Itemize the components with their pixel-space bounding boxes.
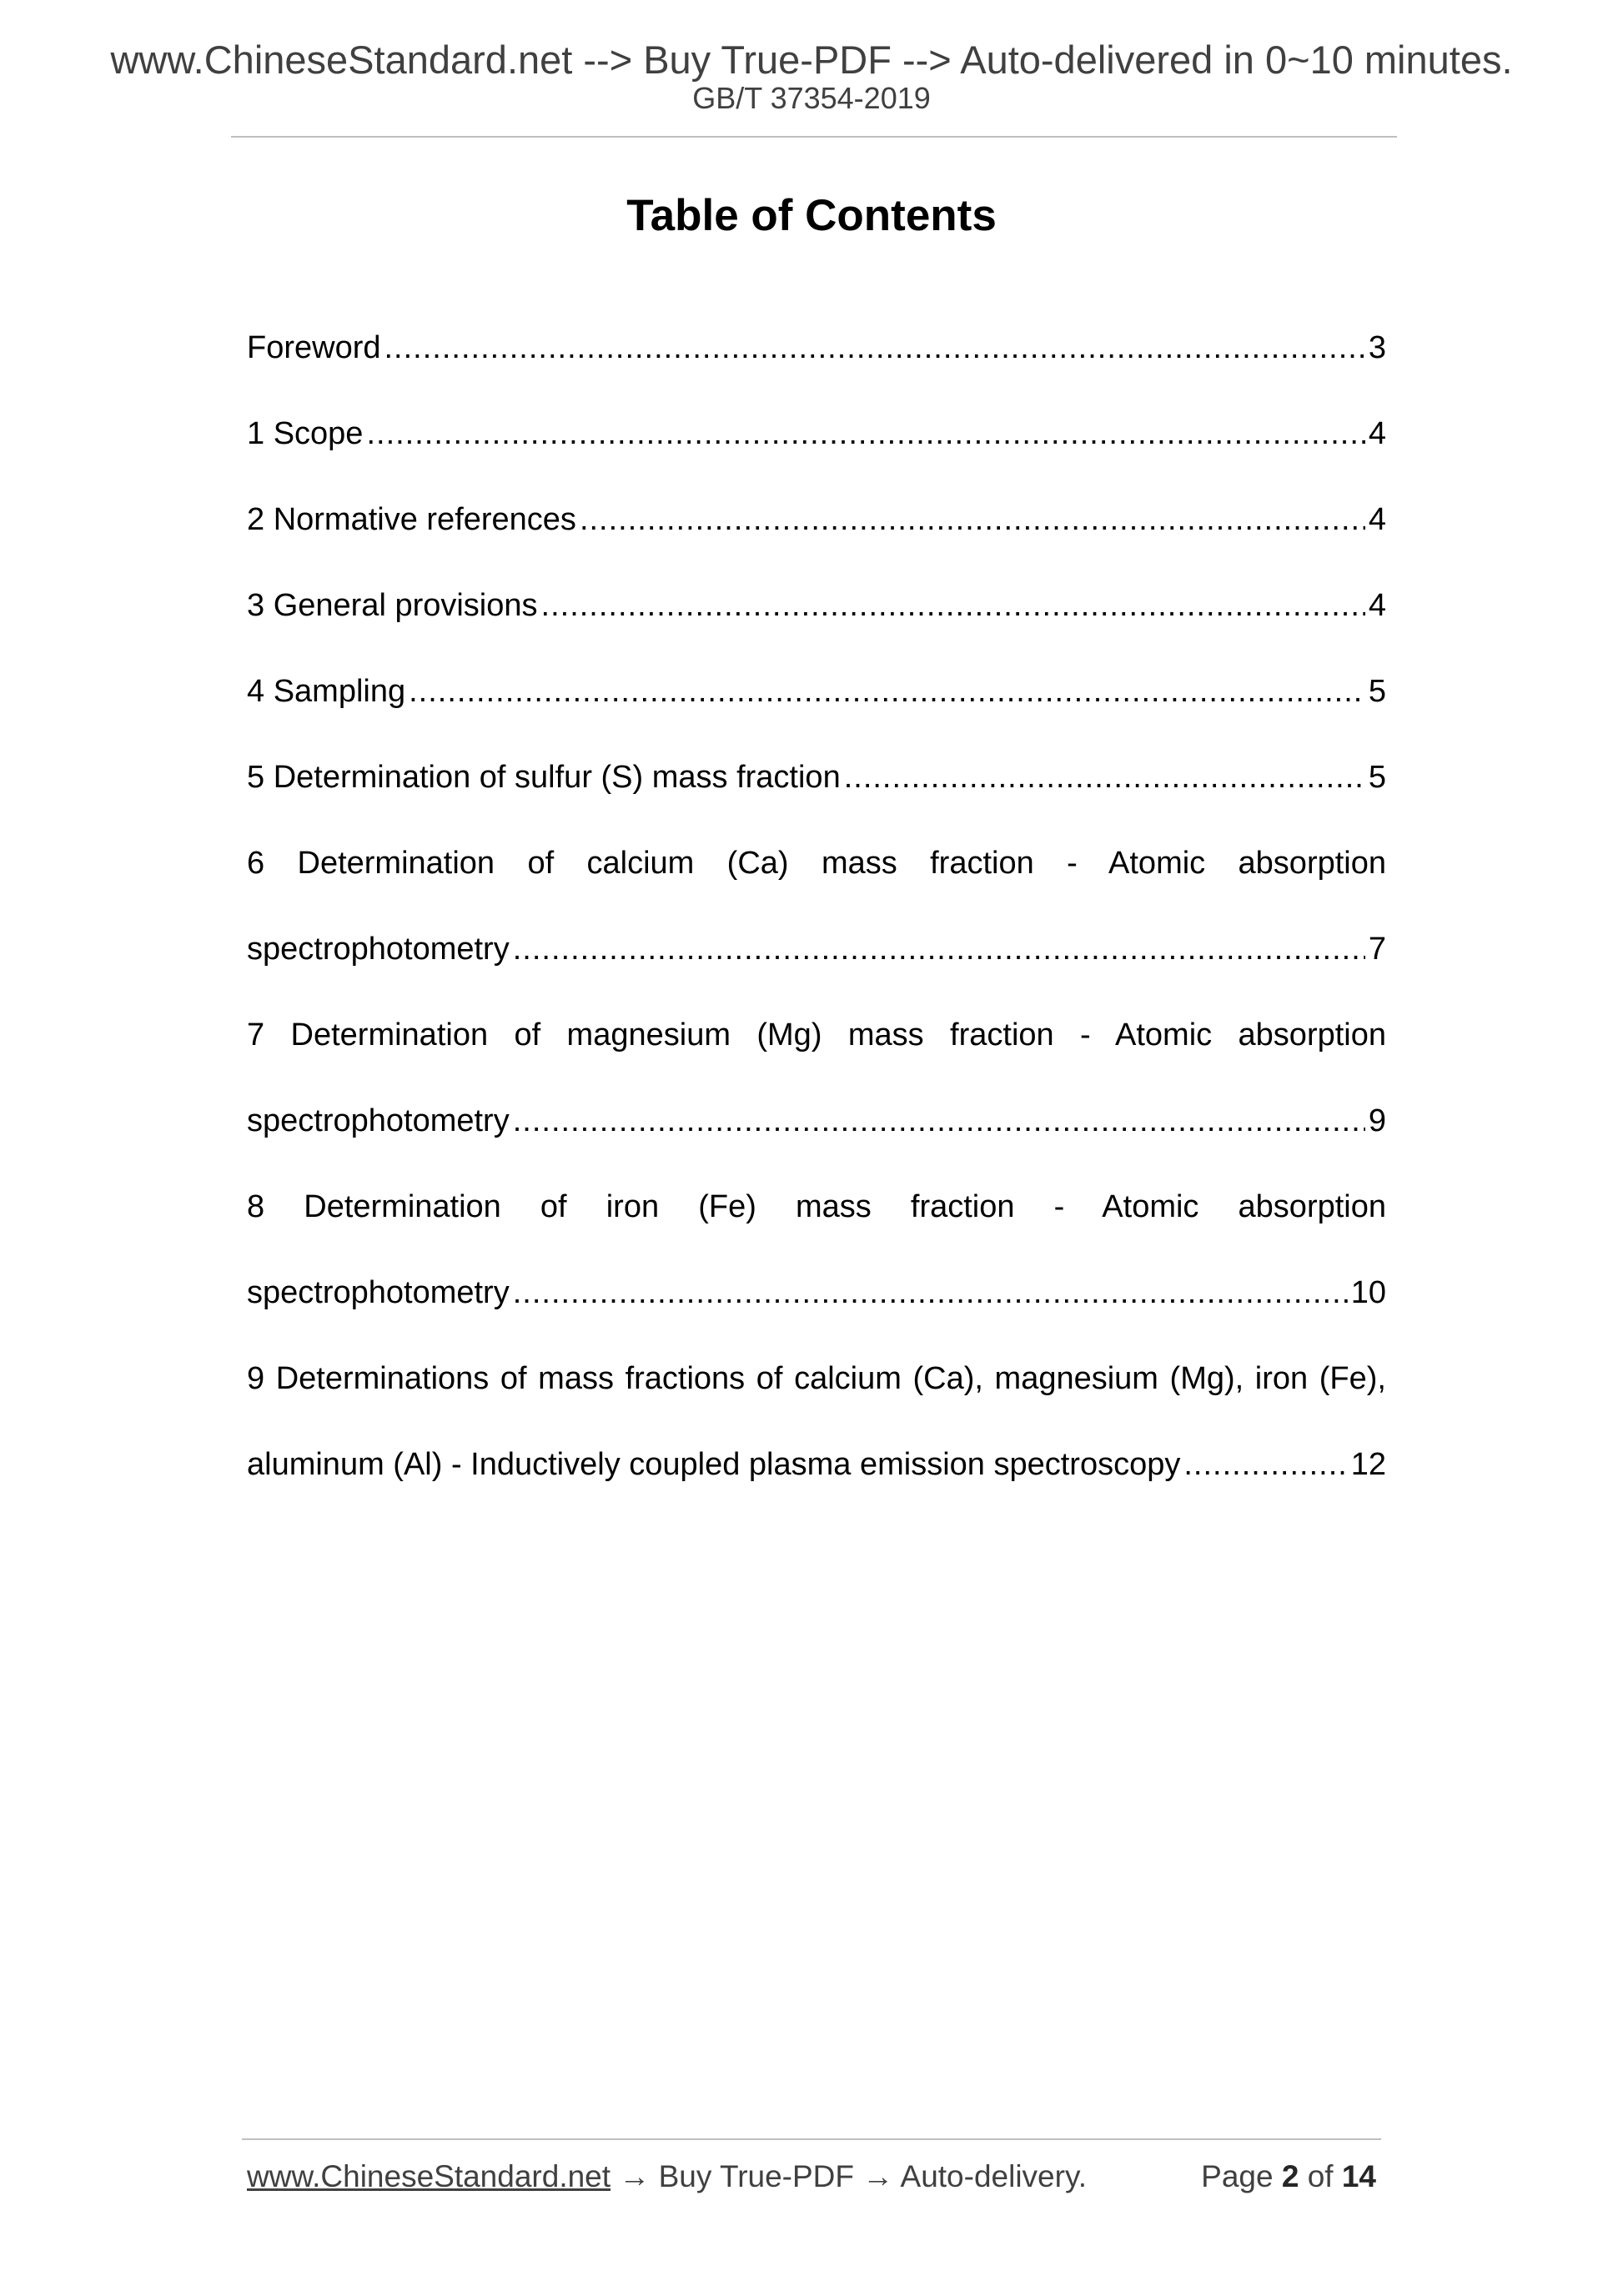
dot-leader (384, 320, 1365, 375)
dot-leader (513, 1093, 1365, 1148)
toc-page-number: 5 (1368, 760, 1386, 795)
toc-page-number: 4 (1368, 588, 1386, 623)
toc-page-number: 12 (1350, 1447, 1386, 1482)
dot-leader (580, 492, 1365, 547)
toc-entry-title: Foreword (247, 330, 381, 365)
dot-leader (513, 922, 1365, 977)
toc-page-number: 5 (1368, 674, 1386, 709)
toc-entry-calcium-line1[interactable]: 6 Determination of calcium (Ca) mass fraction - Atomic absorption (247, 846, 1386, 881)
current-page-number: 2 (1281, 2159, 1299, 2193)
toc-entry-title: spectrophotometry (247, 1275, 510, 1310)
toc-entry-general-provisions[interactable] (247, 578, 1386, 664)
page-of-label: of (1307, 2159, 1334, 2193)
toc-entry-magnesium[interactable] (247, 1093, 1386, 1179)
toc-entry-sulfur[interactable] (247, 750, 1386, 836)
footer-promo-text: → Buy True-PDF → Auto-delivery. (611, 2159, 1087, 2193)
toc-page-number: 7 (1368, 932, 1386, 967)
footer-divider (242, 2138, 1381, 2140)
toc-page-number: 4 (1368, 416, 1386, 451)
page-indicator (1201, 2161, 1376, 2192)
dot-leader (1183, 1437, 1347, 1492)
toc-entry-title: spectrophotometry (247, 932, 510, 967)
toc-entry-sampling[interactable] (247, 664, 1386, 750)
toc-entry-title: aluminum (Al) - Inductively coupled plasma emission spectroscopy (247, 1447, 1181, 1482)
dot-leader (844, 750, 1365, 805)
toc-entry-title: 4 Sampling (247, 674, 406, 709)
toc-page-number: 9 (1368, 1103, 1386, 1138)
toc-entry-title: 1 Scope (247, 416, 364, 451)
page-label: Page (1201, 2159, 1274, 2193)
standard-code: GB/T 37354-2019 (692, 81, 931, 115)
header-divider (231, 136, 1397, 138)
toc-entry-icp-line1[interactable]: 9 Determinations of mass fractions of calcium (Ca), magnesium (Mg), iron (Fe), (247, 1361, 1386, 1396)
toc-entry-iron-line1[interactable]: 8 Determination of iron (Fe) mass fraction - Atomic absorption (247, 1189, 1386, 1224)
dot-leader (366, 406, 1364, 461)
toc-entry-icp[interactable] (247, 1437, 1386, 1523)
toc-entry-title: 5 Determination of sulfur (S) mass fraction (247, 760, 841, 795)
toc-entry-magnesium-line1[interactable]: 7 Determination of magnesium (Mg) mass fraction - Atomic absorption (247, 1017, 1386, 1053)
footer-promo (247, 2161, 1087, 2192)
total-pages-number: 14 (1341, 2159, 1376, 2193)
source-banner: www.ChineseStandard.net --> Buy True-PDF --> Auto-delivered in 0~10 minutes. (110, 38, 1513, 82)
toc-page-number: 10 (1350, 1275, 1386, 1310)
table-of-contents (247, 320, 1386, 1523)
dot-leader (513, 1265, 1348, 1320)
toc-entry-title: 2 Normative references (247, 502, 576, 537)
toc-entry-title: 3 General provisions (247, 588, 538, 623)
toc-entry-title: spectrophotometry (247, 1103, 510, 1138)
toc-entry-iron[interactable] (247, 1265, 1386, 1351)
toc-page-number: 4 (1368, 502, 1386, 537)
dot-leader (409, 664, 1365, 719)
page-title: Table of Contents (626, 191, 997, 240)
toc-entry-foreword[interactable] (247, 320, 1386, 406)
toc-page-number: 3 (1368, 330, 1386, 365)
toc-entry-normative-references[interactable] (247, 492, 1386, 578)
toc-entry-calcium[interactable] (247, 922, 1386, 1007)
toc-entry-scope[interactable] (247, 406, 1386, 492)
footer-site-link[interactable]: www.ChineseStandard.net (247, 2159, 611, 2193)
dot-leader (541, 578, 1365, 633)
